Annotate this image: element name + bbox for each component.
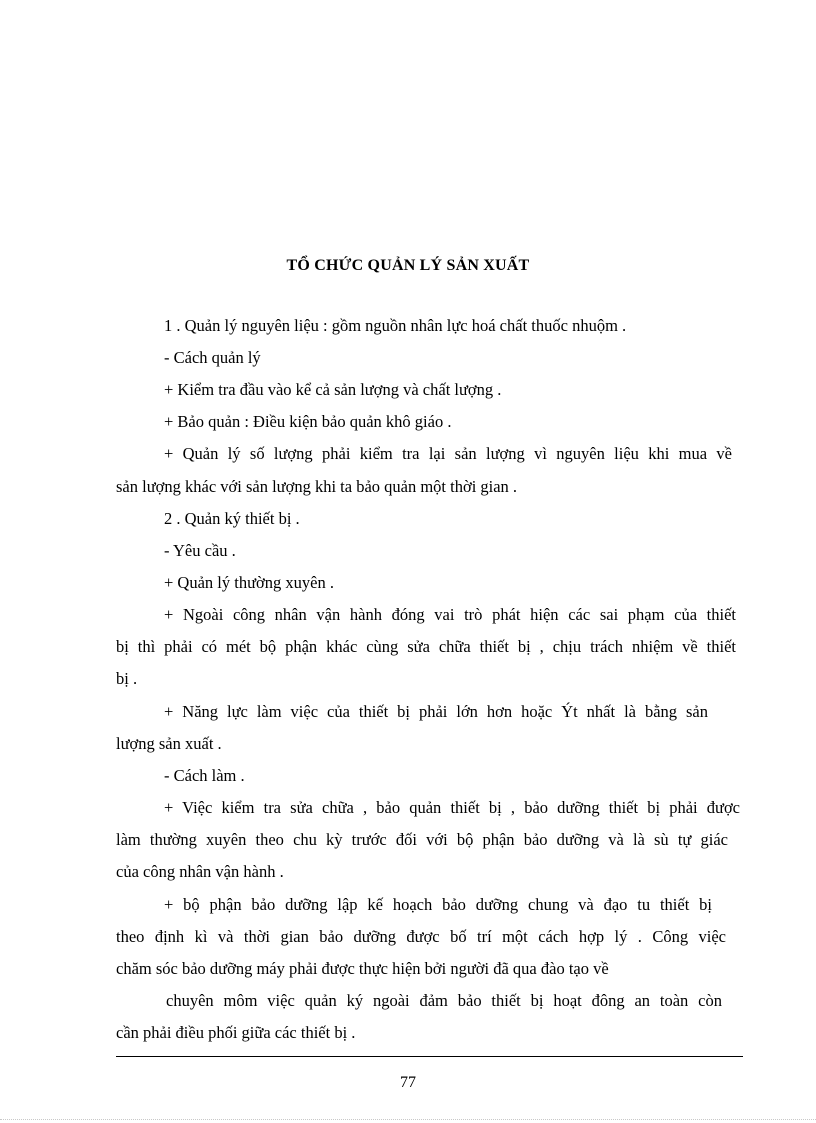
paragraph-line: + Ngoài công nhân vận hành đóng vai trò phát hiện các sai phạm của thiết xyxy=(164,605,736,624)
footer-rule xyxy=(116,1056,743,1057)
paragraph-line: cần phải điều phối giữa các thiết bị . xyxy=(116,1023,356,1042)
paragraph-line: - Cách làm . xyxy=(164,766,245,785)
paragraph-line: + Quản lý thường xuyên . xyxy=(164,573,334,592)
paragraph-line: bị . xyxy=(116,669,138,688)
paragraph-line: - Yêu cầu . xyxy=(164,541,236,560)
paragraph-line: + Năng lực làm việc của thiết bị phải lớn hơn hoặc Ýt nhất là bằng sản xyxy=(164,702,708,721)
paragraph-line: + Việc kiểm tra sửa chữa , bảo quản thiết bị , bảo dưỡng thiết bị phải được xyxy=(164,798,740,817)
paragraph-line: theo định kì và thời gian bảo dưỡng được bố trí một cách hợp lý . Công việc xyxy=(116,927,726,946)
paragraph-line: sản lượng khác với sản lượng khi ta bảo quản một thời gian . xyxy=(116,477,518,496)
paragraph-line: - Cách quản lý xyxy=(164,348,261,367)
paragraph-line: chuyên môm việc quản ký ngoài đảm bảo thiết bị hoạt đông an toàn còn xyxy=(166,991,722,1010)
paragraph-line: bị thì phải có mét bộ phận khác cùng sửa chữa thiết bị , chịu trách nhiệm về thiết xyxy=(116,637,736,656)
paragraph-line: + bộ phận bảo dưỡng lập kế hoạch bảo dưỡng chung và đạo tu thiết bị xyxy=(164,895,712,914)
paragraph-line: chăm sóc bảo dưỡng máy phải được thực hiện bởi người đã qua đào tạo về xyxy=(116,959,609,978)
paragraph-line: + Bảo quản : Điều kiện bảo quản khô giáo . xyxy=(164,412,452,431)
paragraph-line: + Quản lý số lượng phải kiểm tra lại sản lượng vì nguyên liệu khi mua về xyxy=(164,444,732,463)
paragraph-line: 2 . Quản ký thiết bị . xyxy=(164,509,300,528)
page-number: 77 xyxy=(400,1074,416,1091)
page-title: TỔ CHỨC QUẢN LÝ SẢN XUẤT xyxy=(286,257,530,274)
paragraph-line: + Kiểm tra đầu vào kể cả sản lượng và chất lượng . xyxy=(164,380,502,399)
paragraph-line: của công nhân vận hành . xyxy=(116,862,284,881)
page-edge-divider xyxy=(0,1119,816,1120)
paragraph-line: làm thường xuyên theo chu kỳ trước đối với bộ phận bảo dưỡng và là sù tự giác xyxy=(116,830,728,849)
paragraph-line: lượng sản xuất . xyxy=(116,734,222,753)
paragraph-line: 1 . Quản lý nguyên liệu : gồm nguồn nhân lực hoá chất thuốc nhuộm . xyxy=(164,316,627,335)
